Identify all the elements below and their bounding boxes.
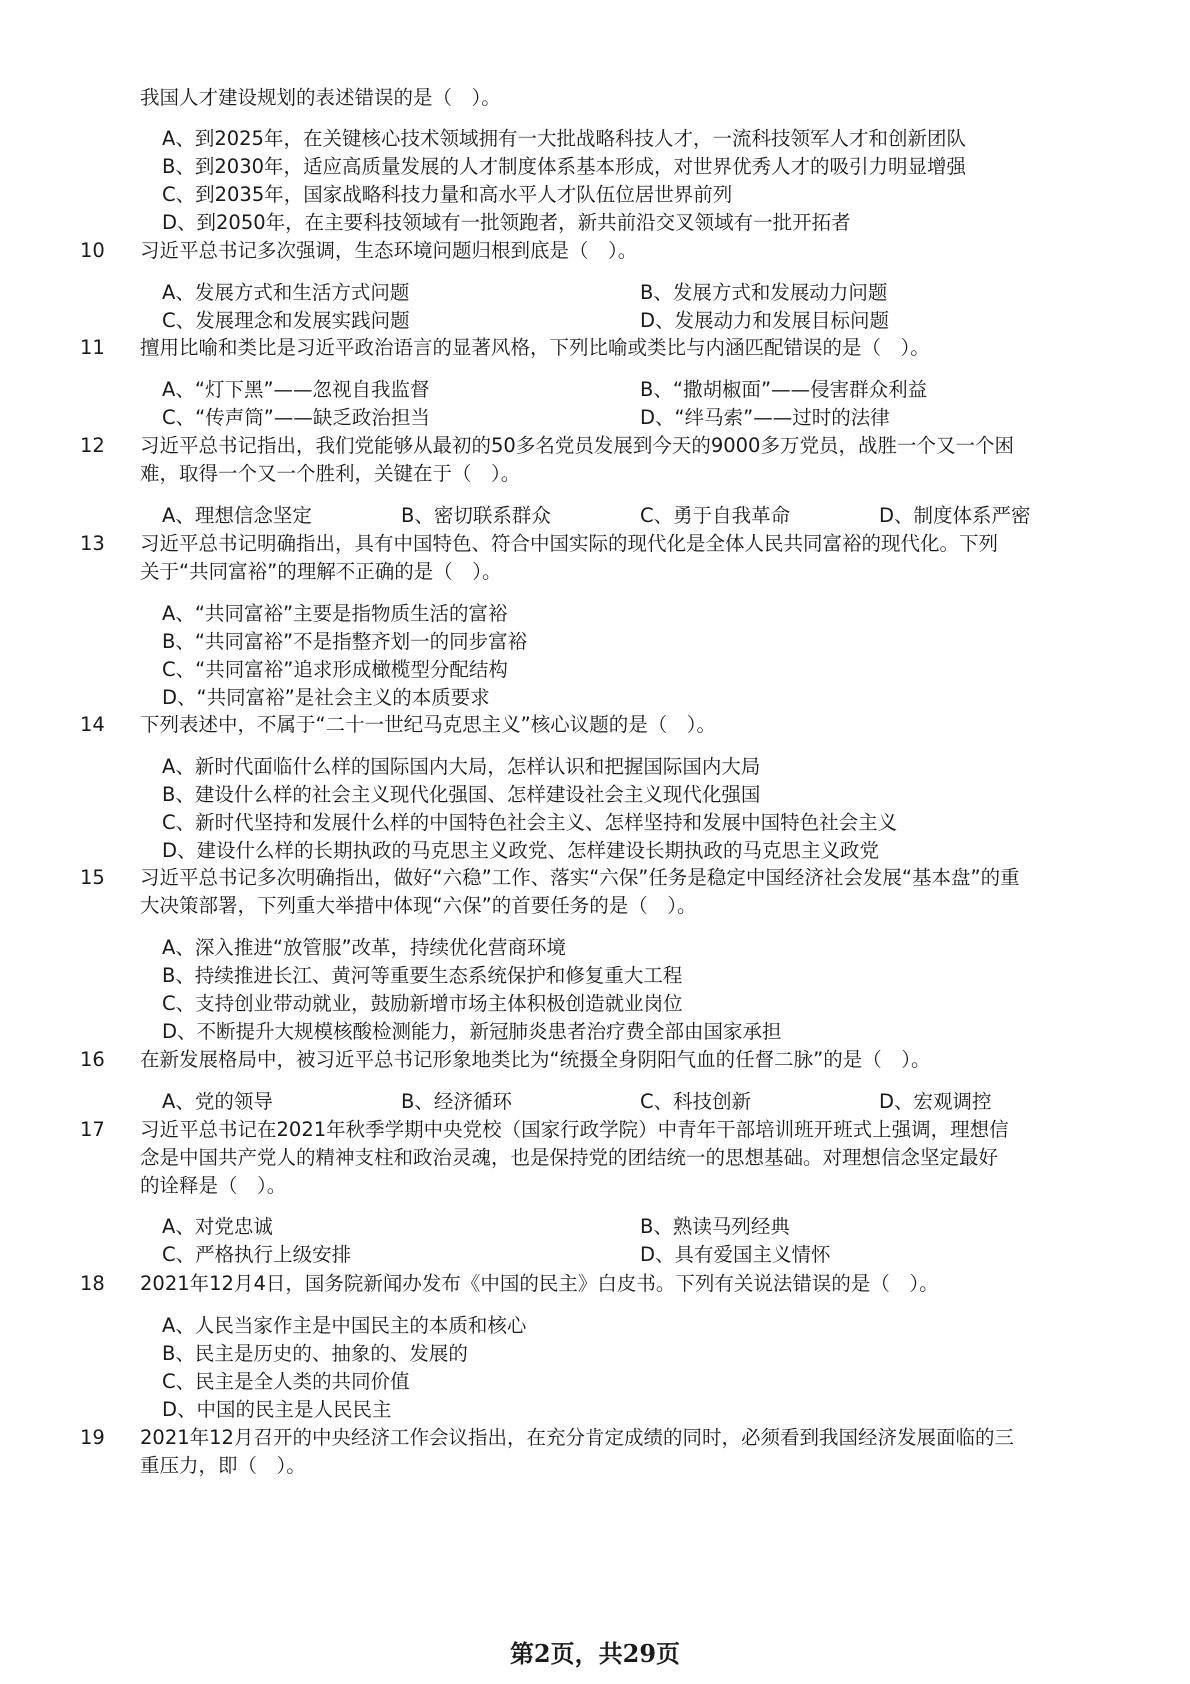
- question-16-stem: 在新发展格局中，被习近平总书记形象地类比为“统摄全身阴阳气血的任督二脉”的是（ ）。: [140, 1048, 931, 1071]
- page-footer: 第2页，共29页: [509, 1639, 681, 1668]
- q13-option-b: B、“共同富裕”不是指整齐划一的同步富裕: [162, 630, 528, 653]
- q14-option-c: C、新时代坚持和发展什么样的中国特色社会主义、怎样坚持和发展中国特色社会主义: [162, 811, 898, 834]
- question-18-number: 18: [80, 1272, 105, 1295]
- q17-option-c: C、严格执行上级安排: [162, 1243, 352, 1266]
- q17-option-d: D、具有爱国主义情怀: [640, 1243, 831, 1266]
- question-11-number: 11: [80, 336, 105, 359]
- question-15-number: 15: [80, 866, 105, 889]
- q13-option-d: D、“共同富裕”是社会主义的本质要求: [162, 686, 490, 709]
- q18-option-d: D、中国的民主是人民民主: [162, 1398, 392, 1421]
- q10-option-b: B、发展方式和发展动力问题: [640, 281, 888, 304]
- q12-option-d: D、制度体系严密: [879, 504, 1031, 527]
- question-17-stem-line-1: 习近平总书记在2021年秋季学期中央党校（国家行政学院）中青年干部培训班开班式上强调，理想信: [140, 1118, 1009, 1141]
- question-14-number: 14: [80, 713, 105, 736]
- q15-option-c: C、支持创业带动就业，鼓励新增市场主体积极创造就业岗位: [162, 992, 683, 1015]
- q14-option-d: D、建设什么样的长期执政的马克思主义政党、怎样建设长期执政的马克思主义政党: [162, 839, 880, 862]
- q14-option-b: B、建设什么样的社会主义现代化强国、怎样建设社会主义现代化强国: [162, 783, 761, 806]
- q16-option-c: C、科技创新: [640, 1090, 752, 1113]
- question-17-stem-line-3: 的诠释是（ ）。: [140, 1174, 287, 1197]
- question-11-stem: 擅用比喻和类比是习近平政治语言的显著风格，下列比喻或类比与内涵匹配错误的是（ ）。: [140, 336, 930, 359]
- question-16-number: 16: [80, 1048, 105, 1071]
- q15-option-b: B、持续推进长江、黄河等重要生态系统保护和修复重大工程: [162, 964, 683, 987]
- q9-option-c: C、到2035年，国家战略科技力量和高水平人才队伍位居世界前列: [162, 183, 733, 206]
- q12-option-a: A、理想信念坚定: [162, 504, 312, 527]
- q13-option-a: A、“共同富裕”主要是指物质生活的富裕: [162, 602, 508, 625]
- question-19-stem-line-2: 重压力，即（ ）。: [140, 1454, 306, 1477]
- q12-option-b: B、密切联系群众: [401, 504, 551, 527]
- q17-option-a: A、对党忠诚: [162, 1215, 273, 1238]
- q18-option-c: C、民主是全人类的共同价值: [162, 1370, 410, 1393]
- q13-option-c: C、“共同富裕”追求形成橄榄型分配结构: [162, 658, 508, 681]
- q15-option-a: A、深入推进“放管服”改革，持续优化营商环境: [162, 936, 567, 959]
- question-18-stem: 2021年12月4日，国务院新闻办发布《中国的民主》白皮书。下列有关说法错误的是（ ）。: [140, 1272, 939, 1295]
- q11-option-c: C、“传声筒”——缺乏政治担当: [162, 406, 430, 429]
- q16-option-d: D、宏观调控: [879, 1090, 992, 1113]
- question-12-stem-line-1: 习近平总书记指出，我们党能够从最初的50多名党员发展到今天的9000多万党员，战胜一个又一个困: [140, 434, 1014, 457]
- question-17-number: 17: [80, 1118, 105, 1141]
- q11-option-a: A、“灯下黑”——忽视自我监督: [162, 378, 430, 401]
- q9-option-a: A、到2025年，在关键核心技术领域拥有一大批战略科技人才，一流科技领军人才和创新团队: [162, 127, 966, 150]
- q14-option-a: A、新时代面临什么样的国际国内大局，怎样认识和把握国际国内大局: [162, 755, 761, 778]
- question-12-number: 12: [80, 434, 105, 457]
- question-17-stem-line-2: 念是中国共产党人的精神支柱和政治灵魂，也是保持党的团结统一的思想基础。对理想信念坚定最好: [140, 1146, 999, 1169]
- q10-option-a: A、发展方式和生活方式问题: [162, 281, 410, 304]
- q16-option-a: A、党的领导: [162, 1090, 273, 1113]
- q15-option-d: D、不断提升大规模核酸检测能力，新冠肺炎患者治疗费全部由国家承担: [162, 1020, 782, 1043]
- q12-option-c: C、勇于自我革命: [640, 504, 791, 527]
- question-19-number: 19: [80, 1426, 105, 1449]
- question-9-stem: 我国人才建设规划的表述错误的是（ ）。: [140, 86, 501, 109]
- question-15-stem-line-1: 习近平总书记多次明确指出，做好“六稳”工作、落实“六保”任务是稳定中国经济社会发展“基本盘”的重: [140, 866, 1020, 889]
- q10-option-d: D、发展动力和发展目标问题: [640, 309, 890, 332]
- q10-option-c: C、发展理念和发展实践问题: [162, 309, 410, 332]
- question-10-stem: 习近平总书记多次强调，生态环境问题归根到底是（ ）。: [140, 239, 638, 262]
- question-12-stem-line-2: 难，取得一个又一个胜利，关键在于（ ）。: [140, 462, 521, 485]
- question-13-stem-line-2: 关于“共同富裕”的理解不正确的是（ ）。: [140, 560, 502, 583]
- question-14-stem: 下列表述中，不属于“二十一世纪马克思主义”核心议题的是（ ）。: [140, 713, 716, 736]
- q17-option-b: B、熟读马列经典: [640, 1215, 790, 1238]
- question-19-stem-line-1: 2021年12月召开的中央经济工作会议指出，在充分肯定成绩的同时，必须看到我国经济发展面临的三: [140, 1426, 1014, 1449]
- question-10-number: 10: [80, 239, 105, 262]
- question-13-number: 13: [80, 532, 105, 555]
- q11-option-d: D、“绊马索”——过时的法律: [640, 406, 890, 429]
- q18-option-a: A、人民当家作主是中国民主的本质和核心: [162, 1314, 527, 1337]
- question-15-stem-line-2: 大决策部署，下列重大举措中体现“六保”的首要任务的是（ ）。: [140, 894, 697, 917]
- q9-option-b: B、到2030年，适应高质量发展的人才制度体系基本形成，对世界优秀人才的吸引力明显增强: [162, 155, 967, 178]
- q18-option-b: B、民主是历史的、抽象的、发展的: [162, 1342, 468, 1365]
- q9-option-d: D、到2050年，在主要科技领域有一批领跑者，新共前沿交叉领域有一批开拓者: [162, 211, 851, 234]
- question-13-stem-line-1: 习近平总书记明确指出，具有中国特色、符合中国实际的现代化是全体人民共同富裕的现代化。下列: [140, 532, 999, 555]
- q16-option-b: B、经济循环: [401, 1090, 512, 1113]
- q11-option-b: B、“撒胡椒面”——侵害群众利益: [640, 378, 928, 401]
